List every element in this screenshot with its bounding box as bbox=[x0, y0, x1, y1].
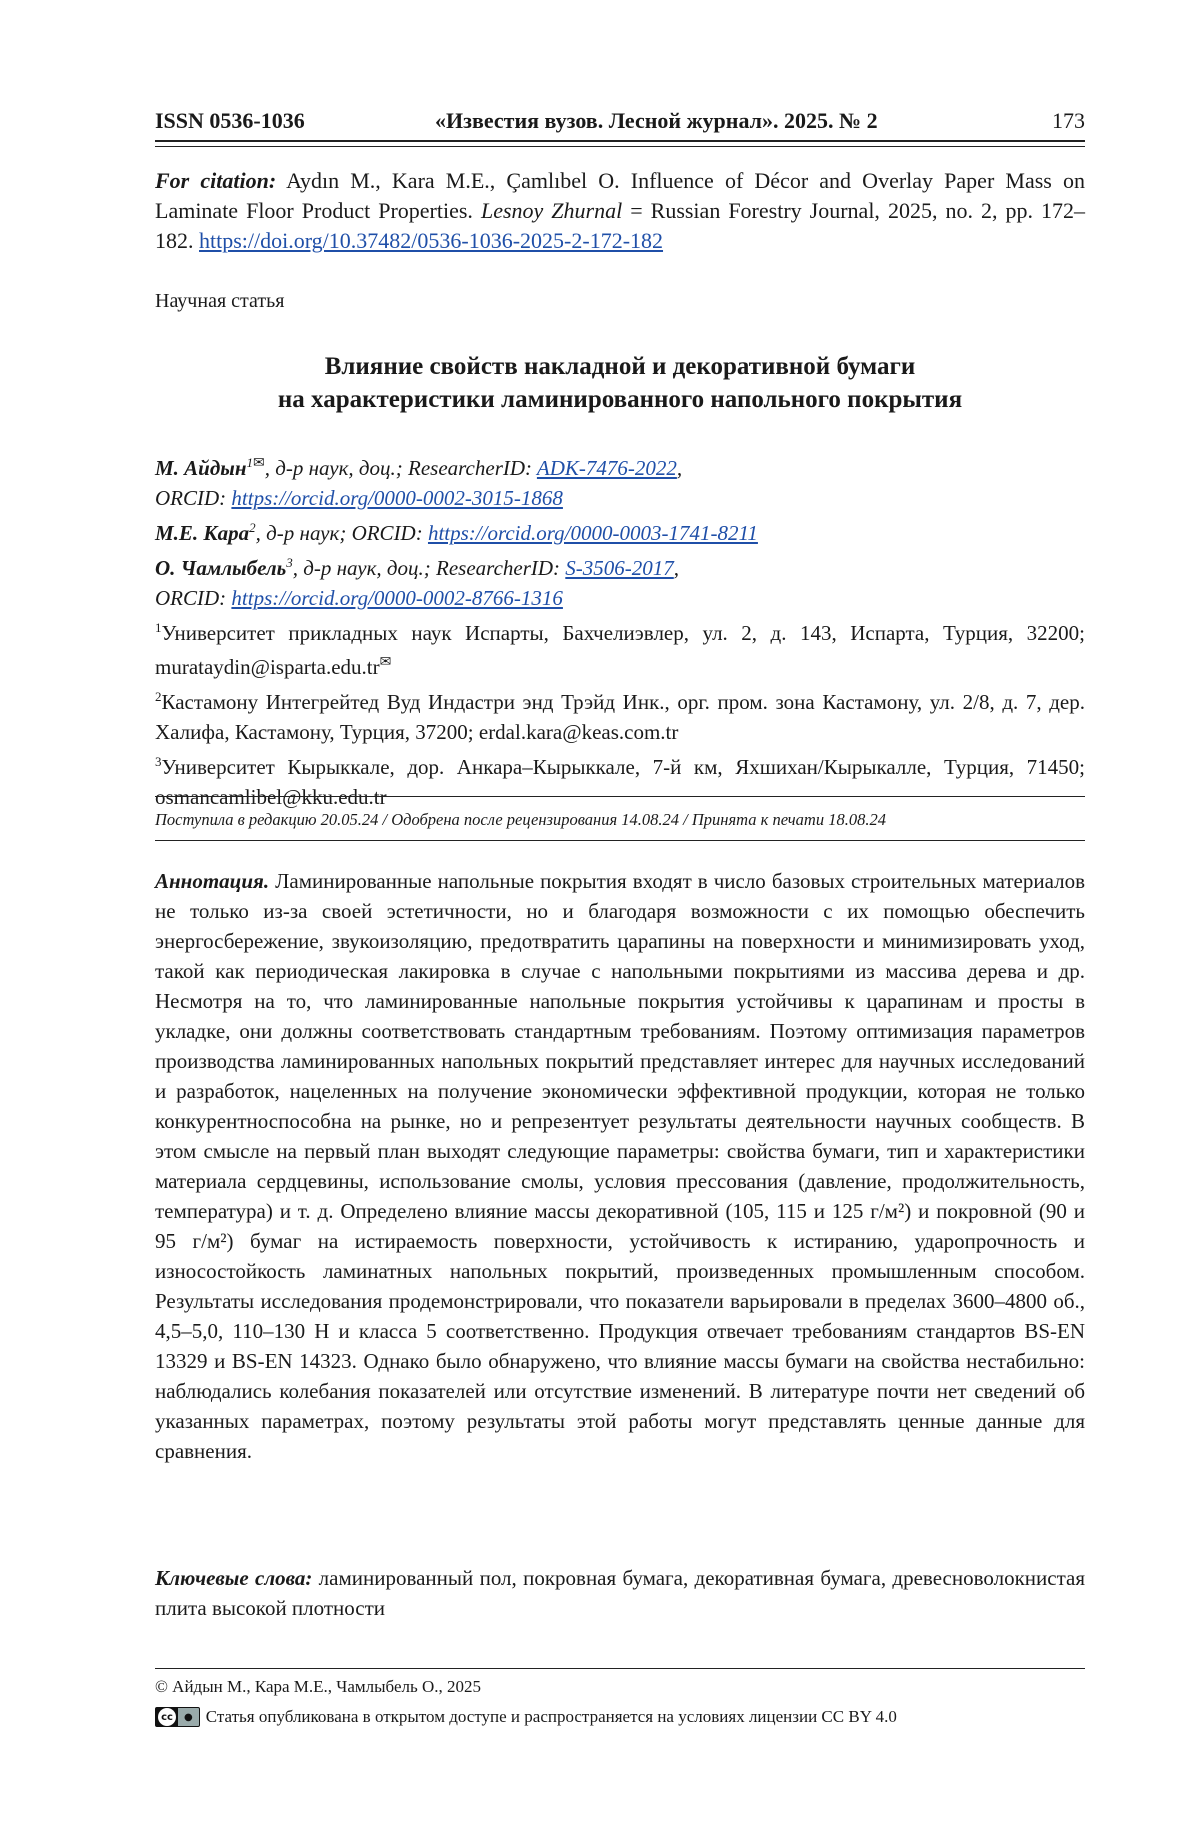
citation-label: For citation: bbox=[155, 168, 276, 193]
author-1-sup: 1 bbox=[247, 455, 254, 470]
citation-doi-link[interactable]: https://doi.org/10.37482/0536-1036-2025-2-172-182 bbox=[199, 228, 663, 253]
author-3-name: О. Чамлыбель bbox=[155, 556, 286, 580]
author-3-orcid-link[interactable]: https://orcid.org/0000-0002-8766-1316 bbox=[231, 586, 563, 610]
author-3-orcid-line bbox=[155, 583, 1085, 613]
license-line bbox=[155, 1707, 1085, 1727]
abstract bbox=[155, 866, 1085, 1466]
affiliation-1 bbox=[155, 613, 1085, 682]
affiliation-2-sup: 2 bbox=[155, 689, 162, 704]
article-title bbox=[155, 350, 1085, 416]
author-1-orcid-line bbox=[155, 483, 1085, 513]
affiliation-1-text: Университет прикладных наук Испарты, Бахчелиэвлер, ул. 2, д. 143, Испарта, Турция, 32200; murataydin@isparta.edu.tr bbox=[155, 621, 1085, 679]
title-line-1: Влияние свойств накладной и декоративной бумаги bbox=[155, 350, 1085, 383]
page-number: 173 bbox=[1052, 108, 1085, 134]
author-3-info: , д-р наук, доц.; ResearcherID: bbox=[293, 556, 560, 580]
author-3-orcid-label: ORCID: bbox=[155, 586, 226, 610]
citation-text-2: = Russian Forestry Journal, 2025, no. 2, pp. 172–182. bbox=[155, 198, 1085, 253]
affiliation-3-text: Университет Кырыккале, дор. Анкара–Кырыккале, 7-й км, Яхшихан/Кырыкалле, Турция, 71450; osmancamlibel@kku.edu.tr bbox=[155, 755, 1085, 809]
citation-journal: Lesnoy Zhurnal bbox=[481, 198, 622, 223]
cc-icon: cc bbox=[158, 1708, 176, 1726]
affiliation-1-sup: 1 bbox=[155, 620, 162, 635]
author-1-info: , д-р наук, доц.; ResearcherID: bbox=[265, 456, 532, 480]
keywords-label: Ключевые слова: bbox=[155, 1566, 312, 1590]
author-1: М. Айдын1✉, д-р наук, доц.; ResearcherID: ADK-7476-2022, bbox=[155, 448, 1085, 483]
author-1-researcherid-link[interactable]: ADK-7476-2022 bbox=[537, 456, 677, 480]
article-dates: Поступила в редакцию 20.05.24 / Одобрена после рецензирования 14.08.24 / Принята к печати 18.08.24 bbox=[155, 810, 1085, 830]
title-line-2: на характеристики ламинированного напольного покрытия bbox=[155, 383, 1085, 416]
keywords bbox=[155, 1563, 1085, 1623]
author-3: О. Чамлыбель3, д-р наук, доц.; ResearcherID: S-3506-2017, bbox=[155, 548, 1085, 583]
running-head bbox=[155, 108, 1085, 138]
issn: ISSN 0536-1036 bbox=[155, 108, 305, 134]
author-2-name: М.Е. Кара bbox=[155, 521, 249, 545]
author-1-orcid-link[interactable]: https://orcid.org/0000-0002-3015-1868 bbox=[231, 486, 563, 510]
journal-name: «Известия вузов. Лесной журнал». 2025. № 2 bbox=[435, 108, 878, 134]
author-1-name: М. Айдын bbox=[155, 456, 247, 480]
license-text: Статья опубликована в открытом доступе и распространяется на условиях лицензии CC BY 4.0 bbox=[206, 1707, 897, 1727]
article-type: Научная статья bbox=[155, 290, 1085, 313]
citation-text: Aydın M., Kara M.E., Çamlıbel O. Influence of Décor and Overlay Paper Mass on Laminate Floor Product Properties. bbox=[155, 168, 1085, 223]
abstract-text: Ламинированные напольные покрытия входят в число базовых строительных материалов не только из-за своей эстетичности, но и благодаря возможности с их помощью обеспечить энергосбережение, звукоизоляцию, предотвратить царапины на поверхности и минимизировать уход, такой как периодическая лакировка в случае с напольными покрытиями из массива дерева и др. Несмотря на то, что ламинированные напольные покрытия устойчивы к царапинам и просты в укладке, они должны соответствовать стандартным требованиям. Поэтому оптимизация параметров производства ламинированных напольных покрытий представляет интерес для научных исследований и разработок, нацеленных на получение экономически эффективной продукции, которая не только конкурентноспособна на рынке, но и репрезентует результаты деятельности научных сообществ. В этом смысле на первый план выходят следующие параметры: свойства бумаги, тип и характеристики материала сердцевины, использование смолы, условия прессования (давление, продолжительность, температура) и т. д. Определено влияние массы декоративной (105, 115 и 125 г/м²) и покровной (90 и 95 г/м²) бумаг на истираемость поверхности, устойчивость к истиранию, ударопрочность и износостойкость ламинатных напольных покрытий, произведенных промышленным способом. Результаты исследования продемонстрировали, что показатели варьировали в пределах 3600–4800 об., 4,5–5,0, 110–130 Н и класса 5 соответственно. Продукция отвечает требованиям стандартов BS-EN 13329 и BS-EN 14323. Однако было обнаружено, что влияние массы бумаги на свойства нестабильно: наблюдались колебания показателей или отсутствие изменений. В литературе почти нет сведений об указанных параметрах, поэтому результаты этой работы могут представлять ценные данные для сравнения. bbox=[155, 869, 1085, 1463]
footer-rule bbox=[155, 1668, 1085, 1669]
affiliation-2-text: Кастамону Интегрейтед Вуд Индастри энд Трэйд Инк., орг. пром. зона Кастамону, ул. 2/8, д. 7, дер. Халифа, Кастамону, Турция, 37200; erdal.kara@keas.com.tr bbox=[155, 690, 1085, 744]
author-2-info: , д-р наук; ORCID: bbox=[256, 521, 423, 545]
author-2-orcid-link[interactable]: https://orcid.org/0000-0003-1741-8211 bbox=[428, 521, 758, 545]
authors-block bbox=[155, 448, 1085, 812]
affiliation-2 bbox=[155, 682, 1085, 747]
dates-rule-top bbox=[155, 796, 1085, 797]
envelope-icon: ✉ bbox=[380, 655, 392, 670]
author-2 bbox=[155, 513, 1085, 548]
cc-by-icon[interactable] bbox=[155, 1707, 200, 1727]
citation-block bbox=[155, 166, 1085, 256]
header-rule-thick bbox=[155, 140, 1085, 142]
author-2-sup: 2 bbox=[249, 520, 256, 535]
author-1-orcid-label: ORCID: bbox=[155, 486, 226, 510]
affiliation-3 bbox=[155, 747, 1085, 812]
article-page bbox=[155, 0, 1085, 1835]
header-rule-thin bbox=[155, 146, 1085, 147]
abstract-label: Аннотация. bbox=[155, 869, 269, 893]
affiliation-3-sup: 3 bbox=[155, 754, 162, 769]
by-icon: ● bbox=[178, 1708, 199, 1726]
author-3-sup: 3 bbox=[286, 555, 293, 570]
dates-rule-bottom bbox=[155, 840, 1085, 841]
envelope-icon: ✉ bbox=[253, 456, 265, 471]
copyright: © Айдын М., Кара М.Е., Чамлыбель О., 2025 bbox=[155, 1677, 1085, 1697]
keywords-text: ламинированный пол, покровная бумага, декоративная бумага, древесноволокнистая плита высокой плотности bbox=[155, 1566, 1085, 1620]
author-3-researcherid-link[interactable]: S-3506-2017 bbox=[565, 556, 674, 580]
